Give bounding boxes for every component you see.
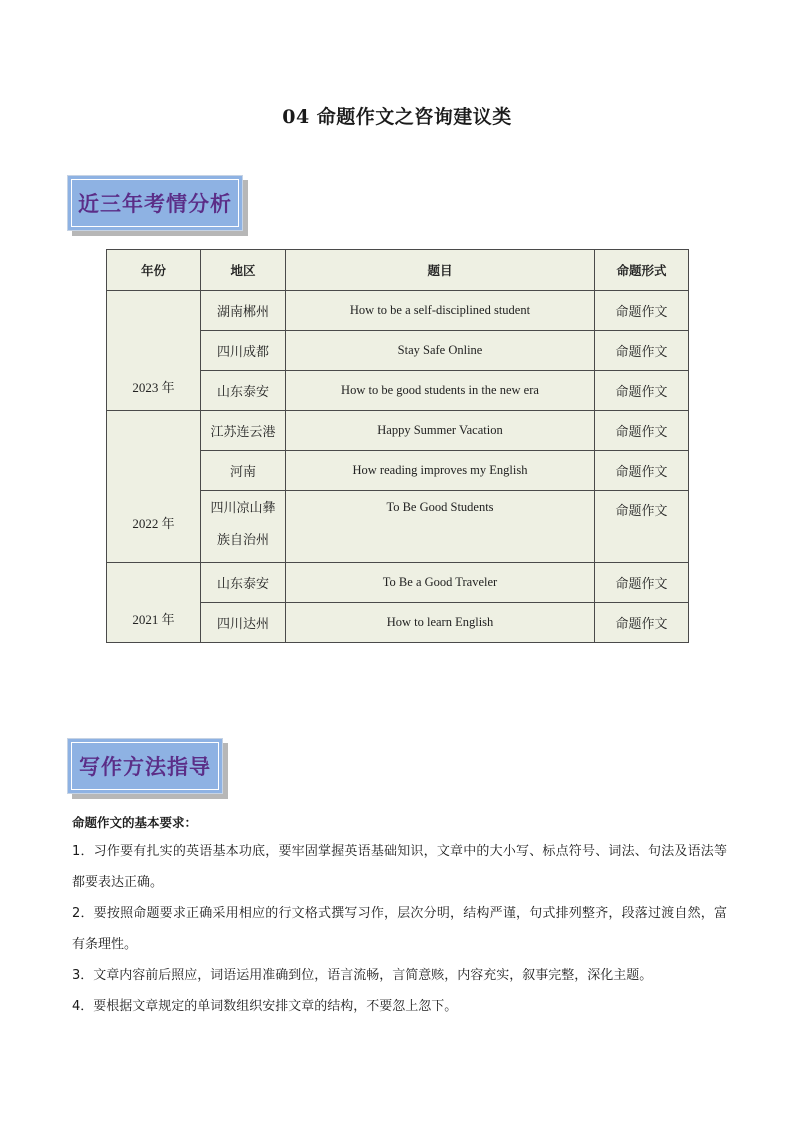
region-cell — [201, 491, 286, 563]
form-cell: 命题作文 — [595, 411, 689, 451]
header-topic: 题目 — [286, 250, 595, 291]
topic-cell: Happy Summer Vacation — [286, 411, 595, 451]
year-cell: 2021 年 — [107, 563, 201, 643]
region-cell: 山东泰安 — [201, 371, 286, 411]
region-line-1: 四川凉山彝 — [210, 501, 276, 516]
region-cell: 山东泰安 — [201, 563, 286, 603]
requirements-title: 命题作文的基本要求： — [72, 815, 198, 830]
year-cell: 2022 年 — [107, 411, 201, 563]
region-cell: 江苏连云港 — [201, 411, 286, 451]
region-cell: 四川成都 — [201, 331, 286, 371]
region-cell: 四川达州 — [201, 603, 286, 643]
form-cell: 命题作文 — [595, 563, 689, 603]
header-region: 地区 — [201, 250, 286, 291]
topic-cell: How to learn English — [286, 603, 595, 643]
page-title: 04 命题作文之咨询建议类 — [282, 106, 512, 128]
table-row — [107, 291, 689, 331]
topic-cell: How to be a self-disciplined student — [286, 291, 595, 331]
section-banner-label: 写作方法指导 — [79, 755, 211, 779]
header-form: 命题形式 — [595, 250, 689, 291]
section-banner-label: 近三年考情分析 — [78, 192, 232, 216]
table-row — [107, 411, 689, 451]
header-year: 年份 — [107, 250, 201, 291]
topic-cell: To Be Good Students — [286, 491, 595, 563]
requirement-item: 1．习作要有扎实的英语基本功底，要牢固掌握英语基础知识，文章中的大小写、标点符号、词法、句法及语法等都要表达正确。 — [72, 844, 727, 890]
requirement-item: 3．文章内容前后照应，词语运用准确到位，语言流畅，言简意赅，内容充实，叙事完整，深化主题。 — [72, 968, 653, 983]
form-cell: 命题作文 — [595, 331, 689, 371]
section-banner-exam-analysis — [67, 175, 243, 231]
region-cell: 河南 — [201, 451, 286, 491]
region-cell: 湖南郴州 — [201, 291, 286, 331]
topic-cell: How reading improves my English — [286, 451, 595, 491]
form-cell: 命题作文 — [595, 603, 689, 643]
topic-cell: To Be a Good Traveler — [286, 563, 595, 603]
requirement-item: 4．要根据文章规定的单词数组织安排文章的结构，不要忽上忽下。 — [72, 999, 458, 1014]
table-row — [107, 563, 689, 603]
requirement-item: 2．要按照命题要求正确采用相应的行文格式撰写习作，层次分明，结构严谨，句式排列整齐，段落过渡自然，富有条理性。 — [72, 906, 727, 952]
form-cell: 命题作文 — [595, 371, 689, 411]
form-cell: 命题作文 — [595, 451, 689, 491]
topic-cell: Stay Safe Online — [286, 331, 595, 371]
region-line-2: 族自治州 — [216, 533, 269, 548]
year-cell: 2023 年 — [107, 291, 201, 411]
exam-analysis-table — [106, 249, 689, 643]
form-cell: 命题作文 — [595, 291, 689, 331]
form-cell: 命题作文 — [595, 491, 689, 563]
table-header-row — [107, 250, 689, 291]
requirements-section — [72, 812, 727, 1022]
topic-cell: How to be good students in the new era — [286, 371, 595, 411]
section-banner-writing-guide — [67, 738, 223, 794]
